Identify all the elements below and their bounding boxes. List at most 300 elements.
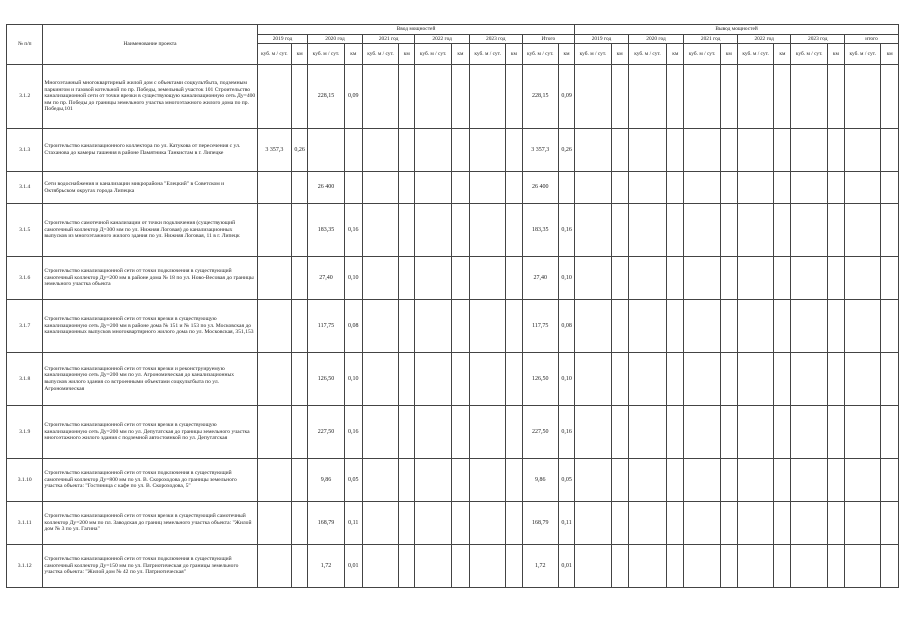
volume-cell xyxy=(415,545,451,588)
length-cell xyxy=(399,502,415,545)
length-cell xyxy=(827,172,844,204)
volume-cell xyxy=(575,545,611,588)
table-row xyxy=(7,257,899,300)
length-cell xyxy=(827,257,844,300)
length-cell xyxy=(720,545,737,588)
length-cell: 0,09 xyxy=(558,65,574,129)
volume-cell xyxy=(415,172,451,204)
length-cell xyxy=(774,257,791,300)
volume-cell xyxy=(845,502,881,545)
length-cell xyxy=(399,353,415,406)
volume-cell xyxy=(469,300,505,353)
volume-cell: 3 357,3 xyxy=(522,129,558,172)
volume-cell xyxy=(628,257,666,300)
length-cell: 0,11 xyxy=(344,502,362,545)
length-cell xyxy=(881,172,899,204)
unit-length-header: км xyxy=(292,44,308,65)
length-cell xyxy=(292,406,308,459)
volume-cell xyxy=(257,406,291,459)
volume-cell xyxy=(362,129,398,172)
length-cell xyxy=(451,300,469,353)
volume-cell: 183,35 xyxy=(308,204,344,257)
volume-cell xyxy=(684,502,720,545)
unit-length-header: км xyxy=(827,44,844,65)
col-header-num: № п/п xyxy=(7,25,43,65)
length-cell xyxy=(667,204,684,257)
unit-volume-header: куб. м / сут. xyxy=(415,44,451,65)
unit-length-header: км xyxy=(881,44,899,65)
volume-cell xyxy=(257,300,291,353)
row-number: 3.1.10 xyxy=(7,459,43,502)
input-period-1: 2020 год xyxy=(308,35,363,44)
volume-cell xyxy=(257,545,291,588)
length-cell xyxy=(667,406,684,459)
length-cell xyxy=(774,300,791,353)
volume-cell xyxy=(415,129,451,172)
volume-cell xyxy=(469,172,505,204)
input-period-0: 2019 год xyxy=(257,35,308,44)
unit-volume-header: куб. м / сут. xyxy=(737,44,773,65)
row-number: 3.1.8 xyxy=(7,353,43,406)
length-cell xyxy=(399,300,415,353)
length-cell xyxy=(827,300,844,353)
unit-volume-header: куб. м / сут. xyxy=(522,44,558,65)
volume-cell: 117,75 xyxy=(522,300,558,353)
length-cell xyxy=(827,545,844,588)
length-cell xyxy=(667,65,684,129)
volume-cell xyxy=(308,129,344,172)
volume-cell xyxy=(362,406,398,459)
volume-cell xyxy=(469,204,505,257)
length-cell xyxy=(399,459,415,502)
length-cell xyxy=(292,257,308,300)
volume-cell: 9,86 xyxy=(522,459,558,502)
row-number: 3.1.4 xyxy=(7,172,43,204)
length-cell xyxy=(667,459,684,502)
output-period-3: 2022 год xyxy=(737,35,791,44)
volume-cell xyxy=(791,300,827,353)
length-cell xyxy=(451,353,469,406)
output-period-4: 2023 год xyxy=(791,35,845,44)
volume-cell xyxy=(628,204,666,257)
volume-cell: 1,72 xyxy=(308,545,344,588)
length-cell xyxy=(774,65,791,129)
unit-length-header: км xyxy=(451,44,469,65)
input-period-4: 2023 год xyxy=(469,35,522,44)
length-cell xyxy=(720,257,737,300)
output-period-2: 2021 год xyxy=(684,35,738,44)
length-cell xyxy=(774,353,791,406)
length-cell xyxy=(399,172,415,204)
length-cell: 0,10 xyxy=(558,353,574,406)
table-row xyxy=(7,172,899,204)
volume-cell xyxy=(791,129,827,172)
row-number: 3.1.12 xyxy=(7,545,43,588)
length-cell xyxy=(451,545,469,588)
volume-cell xyxy=(257,172,291,204)
volume-cell xyxy=(791,459,827,502)
unit-length-header: км xyxy=(506,44,522,65)
volume-cell xyxy=(362,459,398,502)
volume-cell xyxy=(684,353,720,406)
length-cell xyxy=(292,353,308,406)
volume-cell xyxy=(469,459,505,502)
length-cell xyxy=(292,545,308,588)
volume-cell xyxy=(845,459,881,502)
length-cell: 0,16 xyxy=(344,406,362,459)
length-cell xyxy=(451,172,469,204)
volume-cell xyxy=(469,406,505,459)
length-cell xyxy=(506,300,522,353)
length-cell xyxy=(292,204,308,257)
length-cell xyxy=(399,65,415,129)
volume-cell xyxy=(362,204,398,257)
unit-volume-header: куб. м / сут. xyxy=(791,44,827,65)
length-cell xyxy=(506,545,522,588)
volume-cell xyxy=(575,129,611,172)
volume-cell xyxy=(415,353,451,406)
length-cell: 0,01 xyxy=(344,545,362,588)
length-cell: 0,09 xyxy=(344,65,362,129)
length-cell xyxy=(506,502,522,545)
length-cell xyxy=(881,257,899,300)
volume-cell xyxy=(791,257,827,300)
volume-cell xyxy=(575,65,611,129)
length-cell: 0,26 xyxy=(558,129,574,172)
volume-cell xyxy=(791,502,827,545)
project-name: Строительство канализационного коллектора по ул. Катукова от пересечения с ул. Стаханова до камеры гашения в районе Памятника Танкистам в г. Липецке xyxy=(43,129,257,172)
volume-cell: 228,15 xyxy=(308,65,344,129)
length-cell xyxy=(827,459,844,502)
length-cell xyxy=(451,65,469,129)
group-header-input: Ввод мощностей xyxy=(257,25,574,35)
volume-cell: 9,86 xyxy=(308,459,344,502)
length-cell xyxy=(292,300,308,353)
volume-cell xyxy=(791,545,827,588)
volume-cell xyxy=(845,406,881,459)
length-cell xyxy=(292,459,308,502)
volume-cell xyxy=(575,172,611,204)
row-number: 3.1.2 xyxy=(7,65,43,129)
length-cell xyxy=(506,459,522,502)
volume-cell xyxy=(684,300,720,353)
length-cell xyxy=(611,459,628,502)
volume-cell xyxy=(362,300,398,353)
volume-cell xyxy=(737,257,773,300)
volume-cell xyxy=(737,545,773,588)
volume-cell xyxy=(845,204,881,257)
volume-cell xyxy=(362,257,398,300)
length-cell xyxy=(292,65,308,129)
project-name: Строительство канализационной сети от точки врезки и реконструируемую канализационную сеть Ду=200 мм по ул. Агрономическая до канализационных выпусков жилого здания со встроенными объектами соцкультбыта по ул. Агрономическая xyxy=(43,353,257,406)
length-cell xyxy=(720,406,737,459)
unit-volume-header: куб. м / сут. xyxy=(257,44,291,65)
unit-volume-header: куб. м / сут. xyxy=(684,44,720,65)
volume-cell: 227,50 xyxy=(522,406,558,459)
length-cell xyxy=(344,129,362,172)
length-cell xyxy=(774,406,791,459)
length-cell xyxy=(667,257,684,300)
volume-cell xyxy=(737,502,773,545)
volume-cell xyxy=(257,502,291,545)
table-row xyxy=(7,300,899,353)
volume-cell xyxy=(628,459,666,502)
volume-cell xyxy=(684,129,720,172)
unit-volume-header: куб. м / сут. xyxy=(845,44,881,65)
length-cell: 0,10 xyxy=(344,257,362,300)
length-cell xyxy=(451,257,469,300)
length-cell xyxy=(667,300,684,353)
project-name: Строительство канализационной сети от точки подключения в существующий самотечный коллектор Ду=200 мм в районе дома № 18 по ул. Ново-Весовая до границы земельного участка объекта xyxy=(43,257,257,300)
project-name: Строительство канализационной сети от точки врезки в существующий самотечный коллектор Ду=200 мм по пл. Заводская до границ земельного участка объекта: "Жилой дом № 3 по ул. Гагина" xyxy=(43,502,257,545)
project-name: Многоэтажный многоквартирный жилой дом с объектами соцкультбыта, подземным паркингом и газовой котельной по пр. Победы, земельный участок 101 Строительство канализационной сети от точки врезки в существующую канализационную сеть Ду=400 мм по пр. Победы до границы земельного участка многоэтажного жилого дома по пр. Победы,101 xyxy=(43,65,257,129)
length-cell xyxy=(774,129,791,172)
table-row xyxy=(7,65,899,129)
unit-length-header: км xyxy=(399,44,415,65)
volume-cell: 168,79 xyxy=(308,502,344,545)
volume-cell xyxy=(362,65,398,129)
volume-cell xyxy=(845,65,881,129)
length-cell xyxy=(611,406,628,459)
volume-cell xyxy=(415,406,451,459)
volume-cell xyxy=(845,257,881,300)
volume-cell xyxy=(845,353,881,406)
length-cell xyxy=(667,129,684,172)
volume-cell xyxy=(628,406,666,459)
length-cell xyxy=(611,502,628,545)
table-row xyxy=(7,129,899,172)
table-row xyxy=(7,353,899,406)
volume-cell xyxy=(684,204,720,257)
volume-cell xyxy=(415,300,451,353)
unit-length-header: км xyxy=(611,44,628,65)
length-cell xyxy=(506,172,522,204)
project-name: Строительство самотечной канализации от точки подключения (существующий самотечный коллектор Д=300 мм по ул. Нижняя Логовая) до канализационных выпусков из многоэтажного жилого здания по ул. Нижняя Логовая, 11 в г. Липецк xyxy=(43,204,257,257)
volume-cell xyxy=(415,459,451,502)
length-cell: 0,16 xyxy=(558,204,574,257)
unit-length-header: км xyxy=(720,44,737,65)
volume-cell: 227,50 xyxy=(308,406,344,459)
volume-cell xyxy=(628,502,666,545)
length-cell xyxy=(611,204,628,257)
volume-cell: 183,35 xyxy=(522,204,558,257)
volume-cell xyxy=(684,257,720,300)
volume-cell xyxy=(684,172,720,204)
length-cell xyxy=(611,257,628,300)
length-cell: 0,08 xyxy=(558,300,574,353)
length-cell xyxy=(611,545,628,588)
volume-cell xyxy=(737,300,773,353)
length-cell xyxy=(720,353,737,406)
volume-cell xyxy=(469,257,505,300)
volume-cell: 26 400 xyxy=(522,172,558,204)
length-cell xyxy=(667,353,684,406)
volume-cell xyxy=(575,353,611,406)
table-row xyxy=(7,545,899,588)
length-cell xyxy=(881,545,899,588)
length-cell xyxy=(399,257,415,300)
length-cell xyxy=(667,172,684,204)
capacity-table xyxy=(6,24,899,588)
input-period-5: Итого xyxy=(522,35,575,44)
length-cell xyxy=(881,459,899,502)
length-cell xyxy=(451,129,469,172)
volume-cell: 26 400 xyxy=(308,172,344,204)
volume-cell xyxy=(737,65,773,129)
output-period-0: 2019 год xyxy=(575,35,629,44)
table-row xyxy=(7,406,899,459)
length-cell xyxy=(292,502,308,545)
length-cell xyxy=(827,204,844,257)
length-cell xyxy=(506,406,522,459)
volume-cell xyxy=(575,406,611,459)
project-name: Сети водоснабжения и канализации микрорайона "Елецкий" в Советском и Октябрьском округах города Липецка xyxy=(43,172,257,204)
length-cell xyxy=(774,545,791,588)
length-cell: 0,05 xyxy=(558,459,574,502)
project-name: Строительство канализационной сети от точки врезки в существующую канализационную сеть Ду=200 мм по ул. Депутатская до границы земельного участка многоэтажного жилого здания с подземной автостоянкой по ул. Депутатская xyxy=(43,406,257,459)
unit-volume-header: куб. м / сут. xyxy=(469,44,505,65)
volume-cell xyxy=(684,65,720,129)
unit-volume-header: куб. м / сут. xyxy=(308,44,344,65)
volume-cell xyxy=(628,65,666,129)
volume-cell xyxy=(628,353,666,406)
volume-cell xyxy=(628,172,666,204)
volume-cell xyxy=(415,65,451,129)
volume-cell xyxy=(469,65,505,129)
volume-cell xyxy=(257,204,291,257)
volume-cell xyxy=(575,459,611,502)
volume-cell xyxy=(362,353,398,406)
length-cell xyxy=(881,300,899,353)
row-number: 3.1.9 xyxy=(7,406,43,459)
length-cell xyxy=(506,204,522,257)
length-cell xyxy=(827,502,844,545)
volume-cell xyxy=(257,65,291,129)
length-cell: 0,10 xyxy=(344,353,362,406)
length-cell xyxy=(506,129,522,172)
length-cell xyxy=(881,204,899,257)
volume-cell xyxy=(415,257,451,300)
volume-cell xyxy=(362,172,398,204)
length-cell xyxy=(827,65,844,129)
row-number: 3.1.11 xyxy=(7,502,43,545)
length-cell xyxy=(827,353,844,406)
length-cell xyxy=(506,65,522,129)
volume-cell xyxy=(791,204,827,257)
length-cell: 0,08 xyxy=(344,300,362,353)
length-cell: 0,01 xyxy=(558,545,574,588)
length-cell xyxy=(399,129,415,172)
length-cell xyxy=(558,172,574,204)
volume-cell xyxy=(791,172,827,204)
length-cell xyxy=(611,353,628,406)
length-cell xyxy=(451,204,469,257)
unit-volume-header: куб. м / сут. xyxy=(362,44,398,65)
volume-cell xyxy=(628,300,666,353)
length-cell xyxy=(399,406,415,459)
project-name: Строительство канализационной сети от точки подключения в существующий самотечный коллектор Ду=800 мм по ул. В. Скороходова до границы земельного участка объекта: "Гостиница с кафе по ул. В. Скороходова, 5" xyxy=(43,459,257,502)
length-cell xyxy=(720,129,737,172)
length-cell xyxy=(827,129,844,172)
length-cell xyxy=(827,406,844,459)
unit-volume-header: куб. м / сут. xyxy=(575,44,611,65)
volume-cell xyxy=(737,129,773,172)
volume-cell xyxy=(469,545,505,588)
length-cell xyxy=(667,502,684,545)
length-cell xyxy=(774,502,791,545)
length-cell: 0,10 xyxy=(558,257,574,300)
volume-cell xyxy=(845,172,881,204)
input-period-2: 2021 год xyxy=(362,35,415,44)
volume-cell xyxy=(684,406,720,459)
length-cell xyxy=(611,300,628,353)
group-header-output: Вывод мощностей xyxy=(575,25,899,35)
length-cell xyxy=(720,459,737,502)
volume-cell xyxy=(737,204,773,257)
length-cell xyxy=(344,172,362,204)
unit-length-header: км xyxy=(774,44,791,65)
volume-cell xyxy=(845,545,881,588)
row-number: 3.1.3 xyxy=(7,129,43,172)
input-period-3: 2022 год xyxy=(415,35,470,44)
volume-cell xyxy=(845,129,881,172)
volume-cell xyxy=(362,545,398,588)
length-cell xyxy=(720,172,737,204)
volume-cell xyxy=(737,459,773,502)
volume-cell: 126,50 xyxy=(522,353,558,406)
volume-cell: 3 357,3 xyxy=(257,129,291,172)
volume-cell xyxy=(257,459,291,502)
project-name: Строительство канализационной сети от точки подключения в существующий самотечный коллектор Ду=150 мм по ул. Патриотическая до границы земельного участка объекта: "Жилой дом № 42 по ул. Патриотическая" xyxy=(43,545,257,588)
volume-cell: 117,75 xyxy=(308,300,344,353)
volume-cell xyxy=(575,204,611,257)
volume-cell xyxy=(791,65,827,129)
length-cell xyxy=(611,172,628,204)
length-cell xyxy=(720,65,737,129)
volume-cell xyxy=(684,545,720,588)
volume-cell xyxy=(575,300,611,353)
col-header-name: Наименование проекта xyxy=(43,25,257,65)
length-cell xyxy=(720,300,737,353)
row-number: 3.1.5 xyxy=(7,204,43,257)
volume-cell xyxy=(469,502,505,545)
length-cell xyxy=(881,65,899,129)
length-cell xyxy=(451,502,469,545)
length-cell xyxy=(506,257,522,300)
table-row xyxy=(7,459,899,502)
volume-cell: 1,72 xyxy=(522,545,558,588)
length-cell xyxy=(451,406,469,459)
volume-cell xyxy=(791,406,827,459)
table-row xyxy=(7,204,899,257)
length-cell xyxy=(881,353,899,406)
volume-cell xyxy=(628,129,666,172)
volume-cell: 228,15 xyxy=(522,65,558,129)
length-cell: 0,11 xyxy=(558,502,574,545)
length-cell: 0,05 xyxy=(344,459,362,502)
length-cell: 0,16 xyxy=(344,204,362,257)
length-cell xyxy=(399,545,415,588)
volume-cell xyxy=(737,353,773,406)
length-cell xyxy=(720,502,737,545)
volume-cell xyxy=(469,129,505,172)
unit-volume-header: куб. м / сут. xyxy=(628,44,666,65)
length-cell xyxy=(292,172,308,204)
volume-cell xyxy=(845,300,881,353)
length-cell xyxy=(611,65,628,129)
length-cell xyxy=(506,353,522,406)
volume-cell xyxy=(575,502,611,545)
